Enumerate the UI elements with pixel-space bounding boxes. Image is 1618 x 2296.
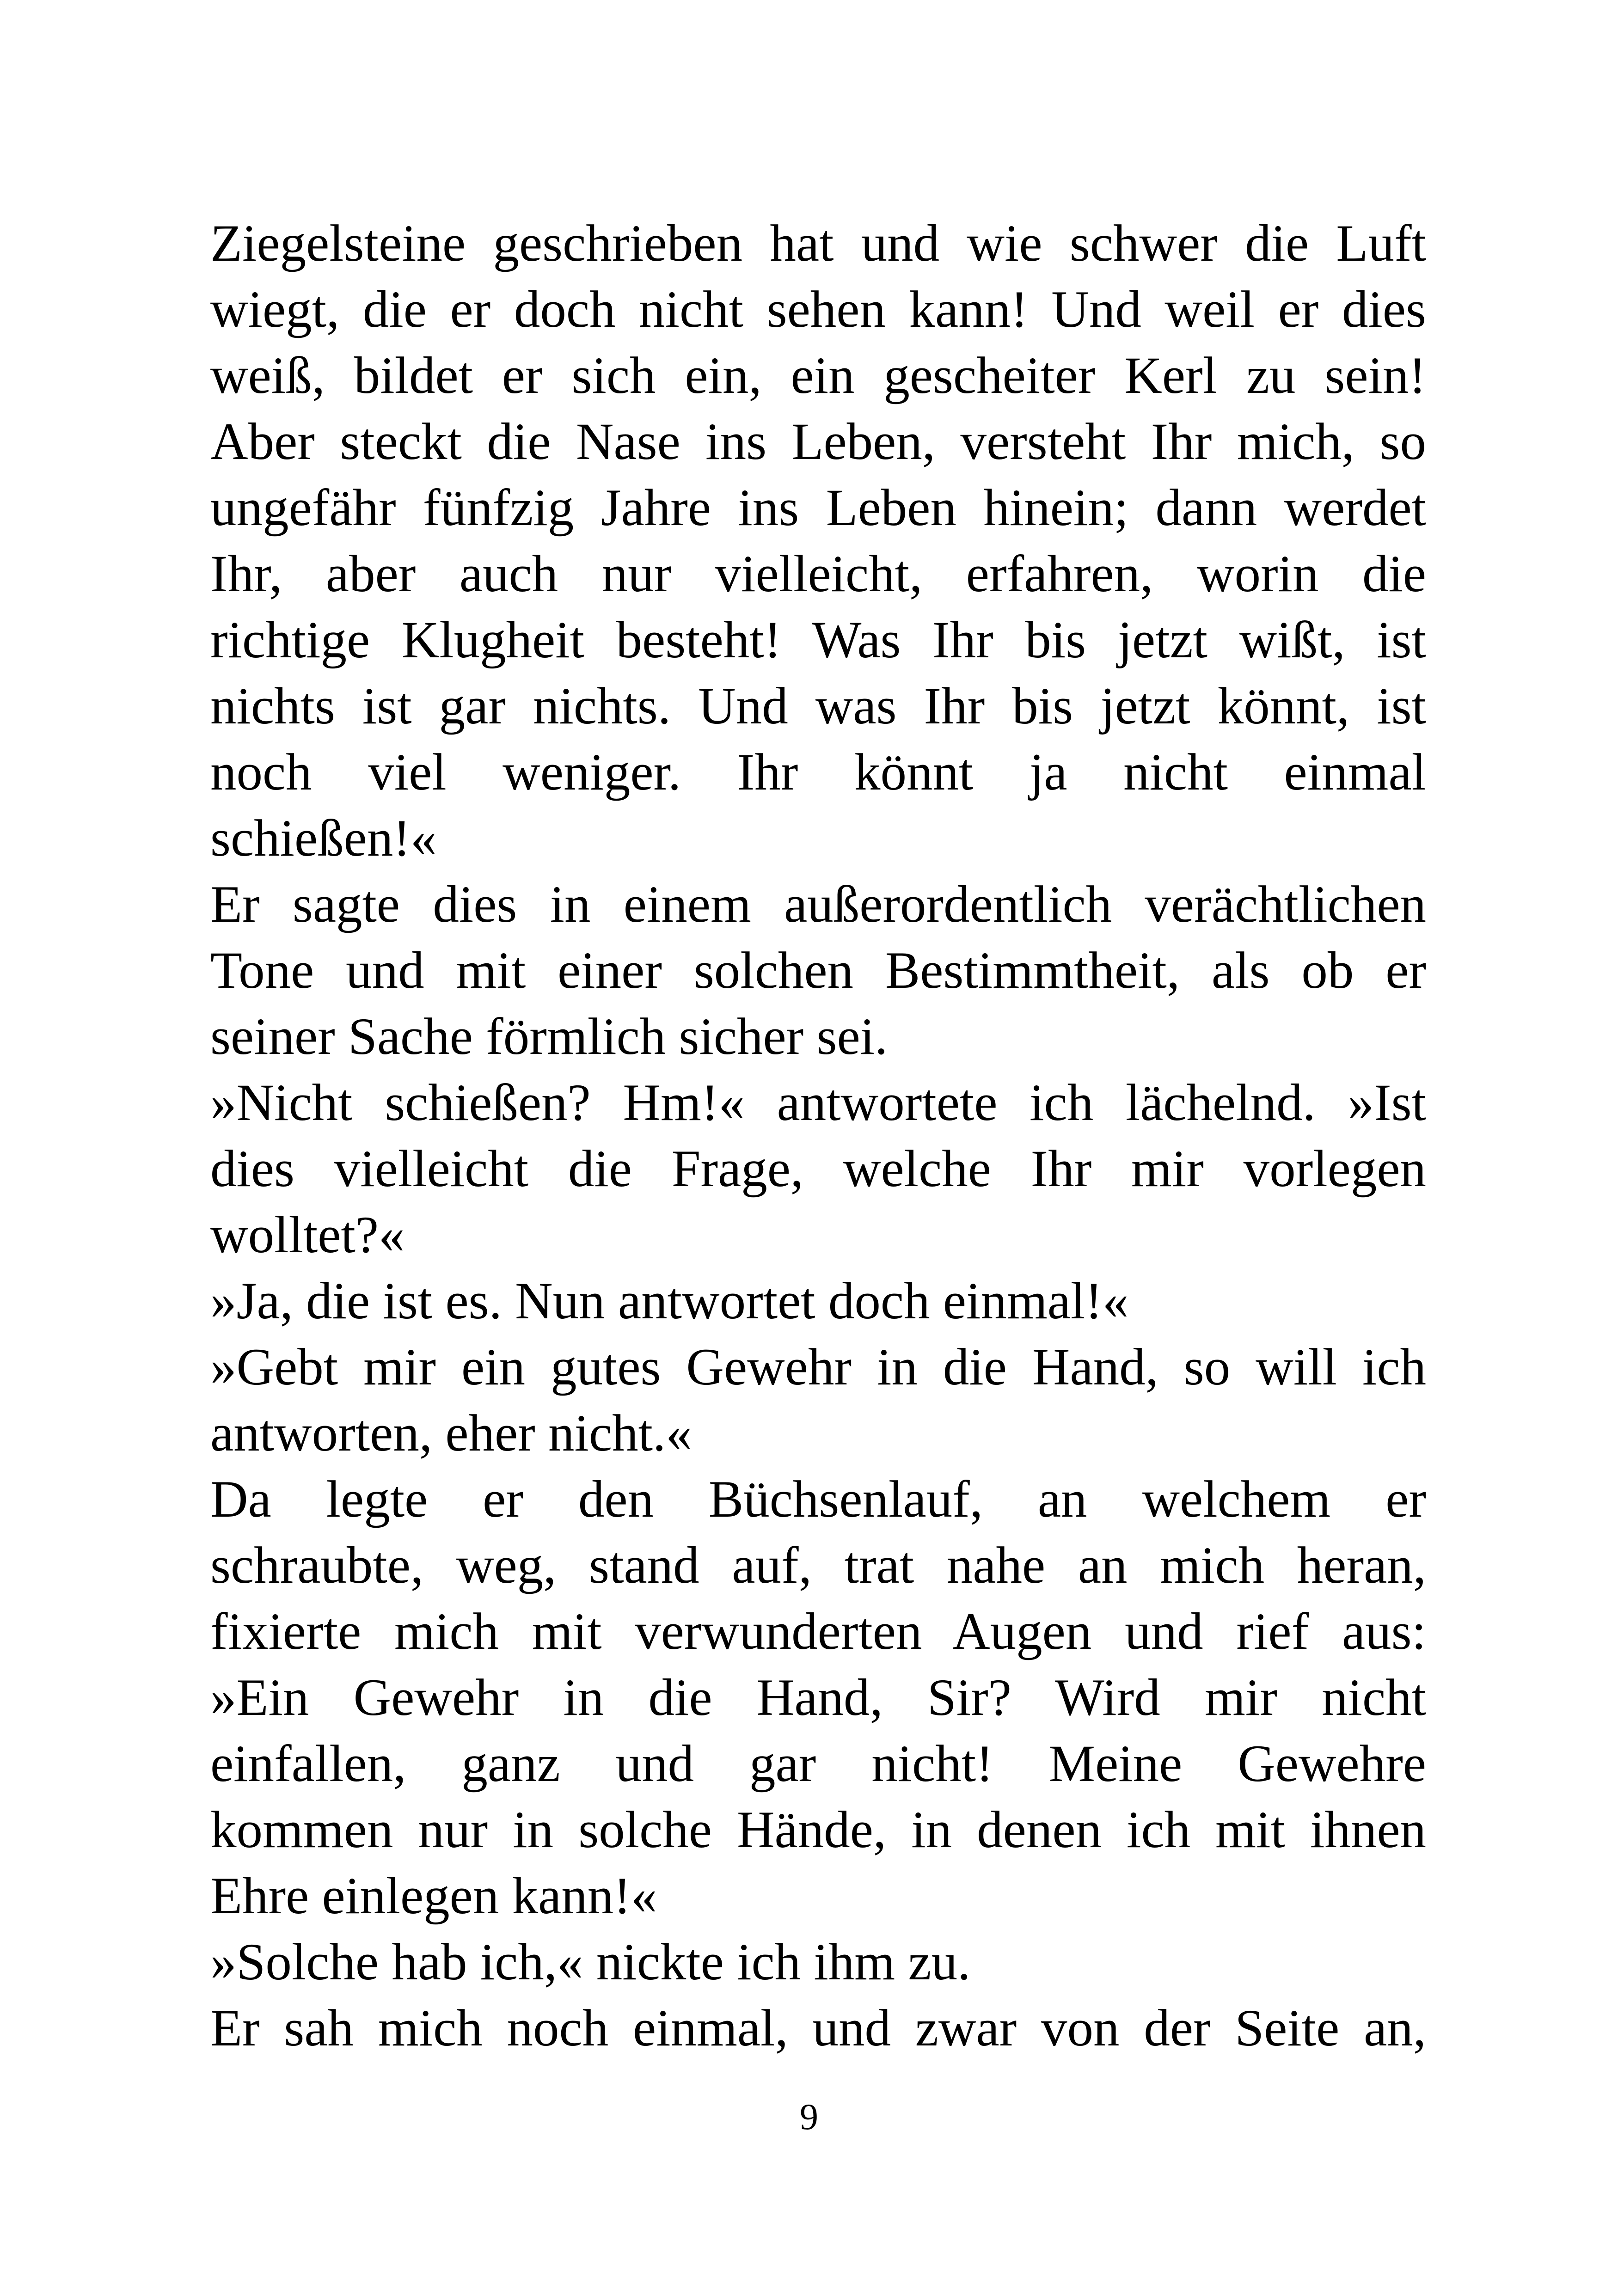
text-line: wiegt, die er doch nicht sehen kann! Und weil er dies — [210, 281, 1426, 338]
text-line: kommen nur in solche Hände, in denen ich mit ihnen — [210, 1801, 1426, 1859]
text-line: »Nicht schießen? Hm!« antwortete ich lächelnd. »Ist — [210, 1074, 1426, 1132]
text-line: »Gebt mir ein gutes Gewehr in die Hand, so will ich — [210, 1338, 1426, 1396]
text-line: weiß, bildet er sich ein, ein gescheiter Kerl zu sein! — [210, 347, 1426, 404]
text-line: richtige Klugheit besteht! Was Ihr bis jetzt wißt, ist — [210, 611, 1426, 669]
text-line: Ziegelsteine geschrieben hat und wie schwer die Luft — [210, 214, 1426, 272]
text-line: einfallen, ganz und gar nicht! Meine Gewehre — [210, 1735, 1426, 1793]
text-line: Tone und mit einer solchen Bestimmtheit, als ob er — [210, 942, 1426, 999]
text-line: ungefähr fünfzig Jahre ins Leben hinein; dann werdet — [210, 479, 1426, 537]
text-line: wolltet?« — [210, 1206, 405, 1264]
text-line: schießen!« — [210, 809, 437, 867]
text-line: Ehre einlegen kann!« — [210, 1867, 657, 1925]
text-line: Da legte er den Büchsenlauf, an welchem er — [210, 1470, 1426, 1528]
text-line: antworten, eher nicht.« — [210, 1404, 692, 1462]
text-line: Er sah mich noch einmal, und zwar von der Seite an, — [210, 1999, 1426, 2057]
text-line: schraubte, weg, stand auf, trat nahe an mich heran, — [210, 1537, 1426, 1594]
text-line: seiner Sache förmlich sicher sei. — [210, 1008, 888, 1065]
text-line: dies vielleicht die Frage, welche Ihr mir vorlegen — [210, 1140, 1426, 1198]
text-line: noch viel weniger. Ihr könnt ja nicht einmal — [210, 743, 1426, 801]
text-line: »Ja, die ist es. Nun antwortet doch einmal!« — [210, 1272, 1129, 1330]
body-text — [210, 210, 1426, 2061]
text-line: »Ein Gewehr in die Hand, Sir? Wird mir nicht — [210, 1669, 1426, 1727]
page-number: 9 — [800, 2097, 818, 2137]
text-line: Ihr, aber auch nur vielleicht, erfahren, worin die — [210, 545, 1426, 603]
text-line: Aber steckt die Nase ins Leben, versteht Ihr mich, so — [210, 413, 1426, 471]
text-line: nichts ist gar nichts. Und was Ihr bis jetzt könnt, ist — [210, 677, 1426, 735]
text-line: Er sagte dies in einem außerordentlich verächtlichen — [210, 876, 1426, 933]
text-line: fixierte mich mit verwunderten Augen und rief aus: — [210, 1603, 1426, 1660]
text-line: »Solche hab ich,« nickte ich ihm zu. — [210, 1933, 971, 1991]
